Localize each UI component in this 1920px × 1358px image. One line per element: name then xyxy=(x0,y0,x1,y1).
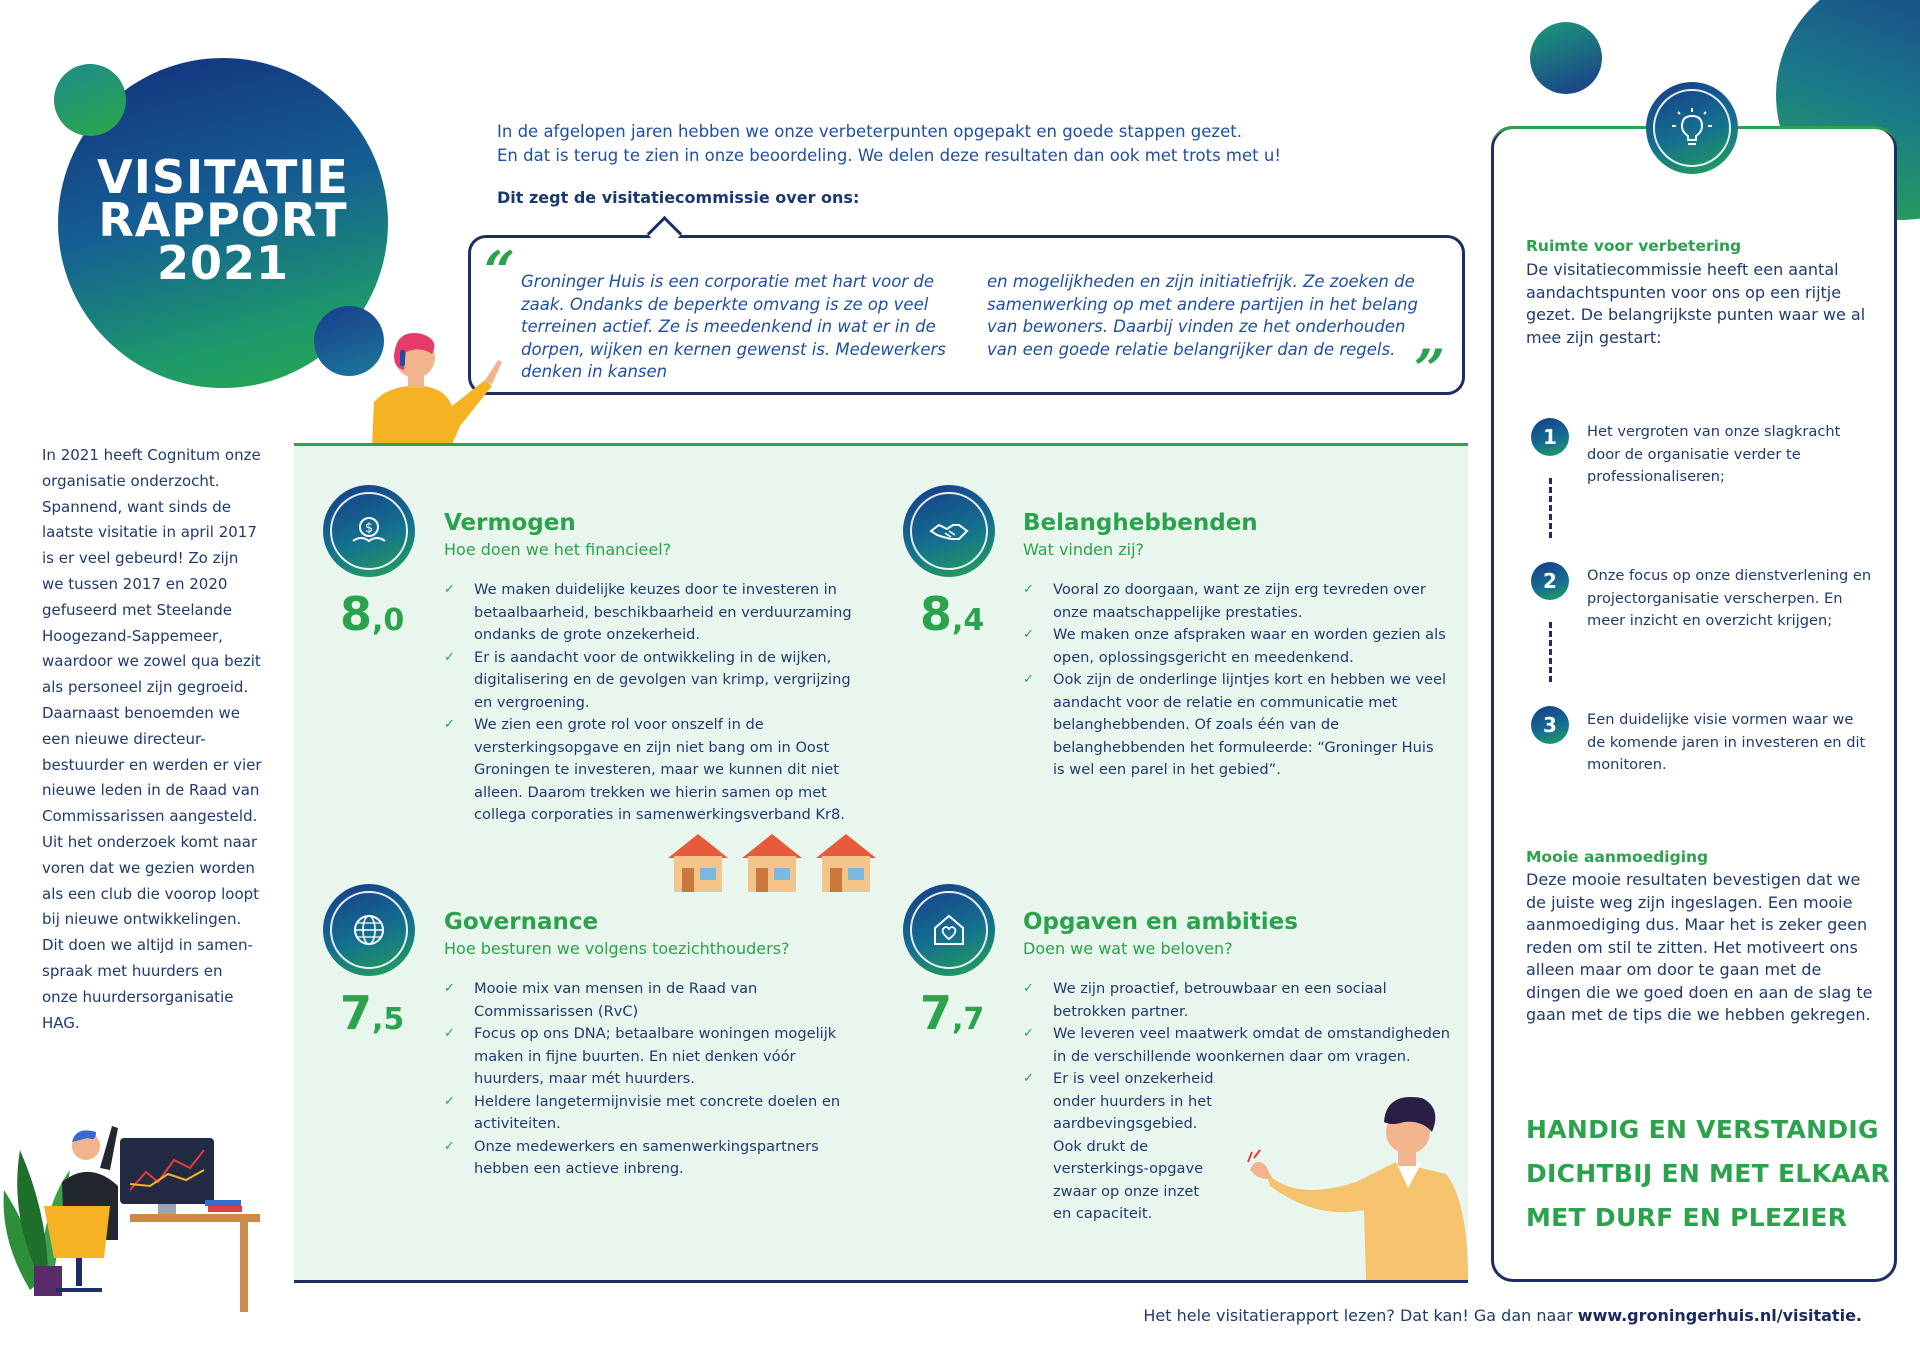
governance-subtitle: Hoe besturen we volgens toezichthouders? xyxy=(444,939,790,958)
vermogen-subtitle: Hoe doen we het financieel? xyxy=(444,540,672,559)
report-title-line1: VISITATIE xyxy=(97,150,349,204)
opgaven-score-main: 7 xyxy=(920,986,953,1040)
commission-label: Dit zegt de visitatiecommissie over ons: xyxy=(497,188,860,207)
house-icon xyxy=(668,834,728,892)
opgaven-subtitle: Doen we wat we beloven? xyxy=(1023,939,1233,958)
vermogen-score-main: 8 xyxy=(340,587,373,641)
list-item: ✓ We maken onze afspraken waar en worden gezien als open, oplossingsgericht en meedenkend. xyxy=(1023,624,1448,669)
intro-paragraph-left: In 2021 heeft Cognitum onze organisatie onderzocht. Spannend, want sinds de laatste visitatie in april 2017 is er veel gebeurd! Zo zijn we tussen 2017 en 2020 gefuseerd met Steelande Hoogezand-Sappemeer, waardoor we zowel qua bezit als personeel zijn gegroeid. Daarnaast benoemden we een nieuwe directeur-bestuurder en werden er vier nieuwe leden in de Raad van Commissarissen aangesteld. Uit het onderzoek komt naar voren dat we gezien worden als een club die voorop loopt bij nieuwe ontwikkelingen. Dit doen we altijd in samen-spraak met huurders en onze huurdersorganisatie HAG. xyxy=(42,446,262,1032)
opgaven-list-top xyxy=(1023,978,1453,1068)
belanghebbenden-score-main: 8 xyxy=(920,587,953,641)
intro-line-1: In de afgelopen jaren hebben we onze verbeterpunten opgepakt en goede stappen gezet. xyxy=(497,122,1242,141)
point-number-1: 1 xyxy=(1531,418,1569,456)
globe-icon xyxy=(323,884,415,976)
money-hands-icon xyxy=(323,485,415,577)
belanghebbenden-score-decimal: ,4 xyxy=(952,603,985,638)
point-connector-1 xyxy=(1549,478,1552,538)
list-item: ✓ Mooie mix van mensen in de Raad van Commissarissen (RvC) xyxy=(444,978,864,1023)
encouragement-heading: Mooie aanmoediging xyxy=(1526,848,1709,866)
governance-score xyxy=(340,986,405,1040)
decorative-bubble-top-right-small xyxy=(1530,22,1602,94)
report-title xyxy=(58,150,388,290)
list-item: ✓ Ook zijn de onderlinge lijntjes kort en hebben we veel aandacht voor de relatie en communicatie met belanghebbenden. Of zoals één van de belanghebbenden het formuleerde: “Groninger Huis is wel een parel in het gebied”. xyxy=(1023,669,1448,782)
slogans xyxy=(1526,1108,1890,1240)
governance-list xyxy=(444,978,864,1181)
belanghebbenden-title: Belanghebbenden xyxy=(1023,510,1258,536)
point-number-3: 3 xyxy=(1531,706,1569,744)
house-icon xyxy=(742,834,802,892)
houses-illustration xyxy=(668,832,880,894)
opgaven-title: Opgaven en ambities xyxy=(1023,909,1298,935)
governance-score-decimal: ,5 xyxy=(372,1002,405,1037)
results-panel-bottom-line xyxy=(294,1280,1468,1283)
improvement-text: De visitatiecommissie heeft een aantal aandachtspunten voor ons op een rijtje gezet. De belangrijkste punten waar we al mee zijn gestart: xyxy=(1526,260,1866,347)
point-text-1: Het vergroten van onze slagkracht door de organisatie verder te professionaliseren; xyxy=(1587,423,1841,485)
belanghebbenden-subtitle: Wat vinden zij? xyxy=(1023,540,1145,559)
quote-close-mark: ” xyxy=(1414,337,1446,401)
encouragement-text: Deze mooie resultaten bevestigen dat we de juiste weg zijn ingeslagen. Een mooie aanmoediging dus. Maar het is zeker geen reden om stil te zitten. Het motiveert ons alleen maar om door te gaan met de dingen die we goed doen en aan de slag te gaan met de tips die we hebben gekregen. xyxy=(1526,870,1873,1024)
house-heart-icon xyxy=(903,884,995,976)
decorative-bubble-top-left xyxy=(54,64,126,136)
opgaven-list-bottom xyxy=(1023,1068,1218,1226)
list-item: ✓ We maken duidelijke keuzes door te investeren in betaalbaarheid, beschikbaarheid en verduurzaming ondanks de grote onzekerheid. xyxy=(444,579,864,647)
intro-text xyxy=(497,120,1297,168)
list-item: ✓ Er is aandacht voor de ontwikkeling in de wijken, digitalisering en de gevolgen van krimp, vergrijzing en vergroening. xyxy=(444,647,864,715)
list-item: ✓ Vooral zo doorgaan, want ze zijn erg tevreden over onze maatschappelijke prestaties. xyxy=(1023,579,1448,624)
footer-link[interactable]: www.groningerhuis.nl/visitatie. xyxy=(1577,1306,1862,1325)
lightbulb-icon xyxy=(1646,82,1738,174)
slogan-3: MET DURF EN PLEZIER xyxy=(1526,1203,1848,1232)
vermogen-score xyxy=(340,587,405,641)
list-item: ✓ We zijn proactief, betrouwbaar en een sociaal betrokken partner. xyxy=(1023,978,1453,1023)
governance-score-main: 7 xyxy=(340,986,373,1040)
point-text-3: Een duidelijke visie vormen waar we de komende jaren in investeren en dit monitoren. xyxy=(1587,711,1866,773)
svg-text:$: $ xyxy=(364,521,374,536)
list-item: ✓ Er is veel onzekerheid onder huurders in het aardbevingsgebied. Ook drukt de versterkings-opgave zwaar op onze inzet en capaciteit. xyxy=(1023,1068,1218,1226)
quote-text-col2: en mogelijkheden en zijn initiatiefrijk. Ze zoeken de samenwerking op met andere partijen in het belang van bewoners. Daarbij vinden ze het onderhouden van een goede relatie belangrijker dan de regels. xyxy=(987,272,1418,359)
opgaven-score-decimal: ,7 xyxy=(952,1002,985,1037)
belanghebbenden-list xyxy=(1023,579,1448,782)
point-text-2: Onze focus op onze dienstverlening en projectorganisatie verscherpen. En meer inzicht en overzicht krijgen; xyxy=(1587,567,1872,629)
quote-open-mark: “ xyxy=(484,239,516,303)
list-item: ✓ We leveren veel maatwerk omdat de omstandigheden in de verschillende woonkernen daar om vragen. xyxy=(1023,1023,1453,1068)
intro-line-2: En dat is terug te zien in onze beoordeling. We delen deze resultaten dan ook met trots met u! xyxy=(497,146,1281,165)
governance-title: Governance xyxy=(444,909,599,935)
report-title-line2: RAPPORT xyxy=(98,193,348,247)
list-item: ✓ Heldere langetermijnvisie met concrete doelen en activiteiten. xyxy=(444,1091,864,1136)
footer-text: Het hele visitatierapport lezen? Dat kan! Ga dan naar xyxy=(1143,1306,1578,1325)
vermogen-list xyxy=(444,579,864,827)
footer xyxy=(1000,1306,1862,1325)
quote-text-col1: Groninger Huis is een corporatie met hart voor de zaak. Ondanks de beperkte omvang is ze op veel terreinen actief. Ze is meedenkend in wat er in de dorpen, wijken en kernen gewenst is. Medewerkers denken in kansen xyxy=(521,272,946,381)
list-item: ✓ Focus op ons DNA; betaalbare woningen mogelijk maken in fijne buurten. En niet denken vóór huurders, maar mét huurders. xyxy=(444,1023,864,1091)
house-icon xyxy=(816,834,876,892)
slogan-1: HANDIG EN VERSTANDIG xyxy=(1526,1115,1879,1144)
point-connector-2 xyxy=(1549,622,1552,682)
belanghebbenden-score xyxy=(920,587,985,641)
vermogen-score-decimal: ,0 xyxy=(372,603,405,638)
list-item: ✓ We zien een grote rol voor onszelf in de versterkingsopgave en zijn niet bang om in Oost Groningen te investeren, maar we kunnen dit niet alleen. Daarom trekken we hierin samen op met collega corporaties in samenwerkingsverband Kr8. xyxy=(444,714,864,827)
vermogen-title: Vermogen xyxy=(444,510,576,536)
man-at-desk-illustration xyxy=(0,1090,270,1312)
slogan-2: DICHTBIJ EN MET ELKAAR xyxy=(1526,1159,1891,1188)
list-item: ✓ Onze medewerkers en samenwerkingspartners hebben een actieve inbreng. xyxy=(444,1136,864,1181)
man-waving-illustration xyxy=(1246,1092,1468,1280)
handshake-icon xyxy=(903,485,995,577)
point-number-2: 2 xyxy=(1531,562,1569,600)
improvement-heading: Ruimte voor verbetering xyxy=(1526,237,1742,255)
woman-pointing-illustration xyxy=(360,322,520,445)
results-panel-top-line xyxy=(294,443,1468,446)
report-title-year: 2021 xyxy=(156,236,290,290)
opgaven-score xyxy=(920,986,985,1040)
